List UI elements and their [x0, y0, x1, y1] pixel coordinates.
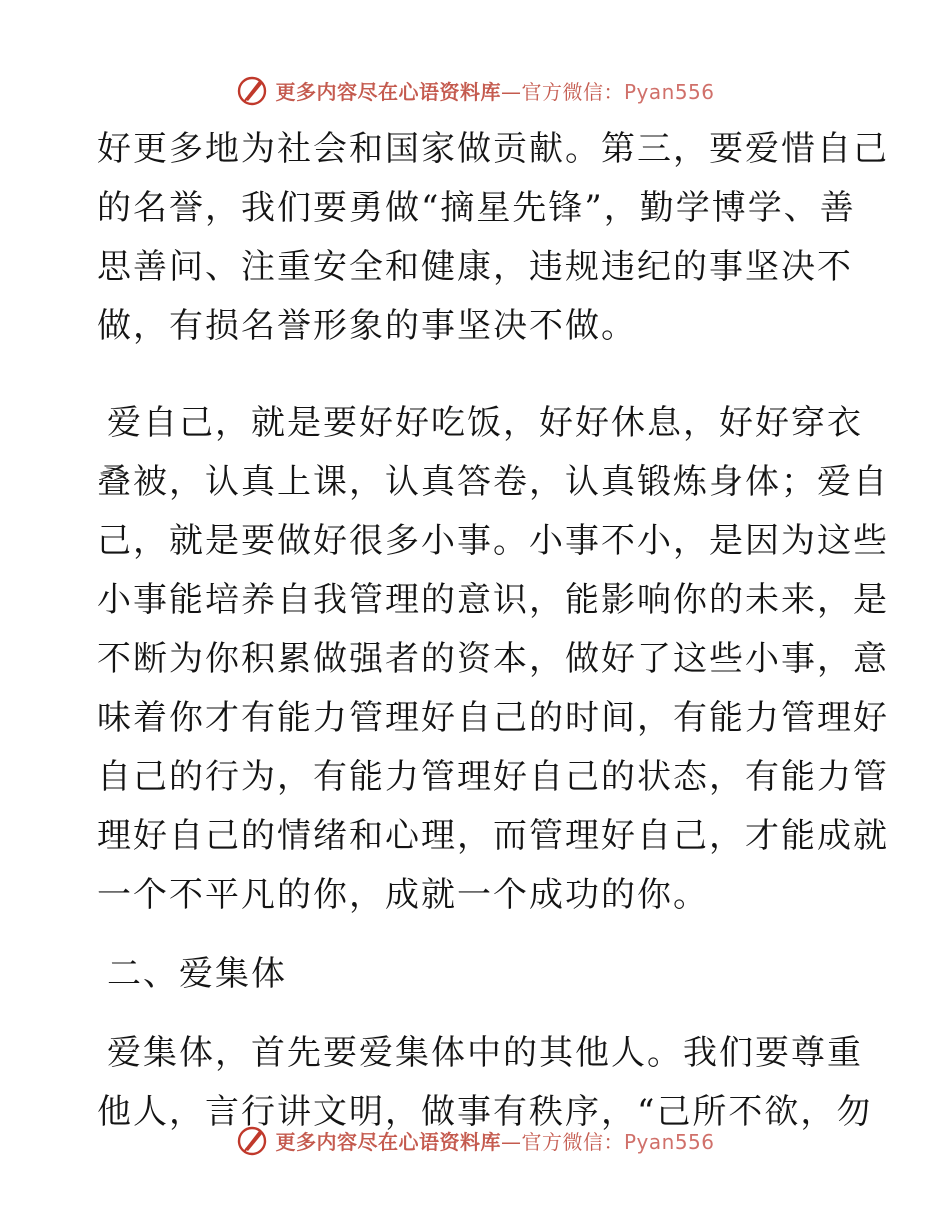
text-line: 不断为你积累做强者的资本，做好了这些小事，意 [97, 639, 889, 679]
banner-site-name: 更多内容尽在心语资料库 [275, 1129, 501, 1154]
section-heading: 二、爱集体 [107, 954, 287, 994]
document-body [97, 120, 889, 1142]
text-line: 做，有损名誉形象的事坚决不做。 [97, 306, 637, 346]
text-line: 一个不平凡的你，成就一个成功的你。 [97, 875, 709, 915]
text-line: 味着你才有能力管理好自己的时间，有能力管理好 [97, 698, 889, 738]
paragraph [97, 120, 889, 356]
text-line: 小事能培养自我管理的意识，能影响你的未来，是 [97, 580, 889, 620]
text-line: 爱集体，首先要爱集体中的其他人。我们要尊重 [107, 1033, 863, 1073]
paragraph [97, 394, 889, 925]
banner-dash: — [500, 79, 522, 104]
text-line: 叠被，认真上课，认真答卷，认真锻炼身体；爱自 [97, 462, 889, 502]
banner-dash: — [500, 1129, 522, 1154]
text-line: 好更多地为社会和国家做贡献。第三，要爱惜自己 [97, 129, 889, 169]
text-line: 的名誉，我们要勇做“摘星先锋”，勤学博学、善 [97, 188, 856, 228]
text-line: 爱自己，就是要好好吃饭，好好休息，好好穿衣 [107, 403, 863, 443]
text-line: 自己的行为，有能力管理好自己的状态，有能力管 [97, 757, 889, 797]
banner-wechat-id: Pyan556 [623, 1129, 715, 1154]
banner-wechat-id: Pyan556 [623, 79, 715, 104]
text-line: 理好自己的情绪和心理，而管理好自己，才能成就 [97, 816, 889, 856]
text-line: 己，就是要做好很多小事。小事不小，是因为这些 [97, 521, 889, 561]
banner-wechat-label: 官方微信： [521, 79, 624, 104]
banner-wechat-label: 官方微信： [521, 1129, 624, 1154]
text-line: 思善问、注重安全和健康，违规违纪的事坚决不 [97, 247, 853, 287]
banner-text [275, 76, 714, 105]
quill-pen-logo-icon [235, 1123, 269, 1157]
text-line: 他人，言行讲文明，做事有秩序，“己所不欲，勿 [97, 1092, 873, 1132]
footer-banner [0, 1120, 950, 1160]
quill-pen-logo-icon [235, 73, 269, 107]
banner-site-name: 更多内容尽在心语资料库 [275, 79, 501, 104]
header-banner [0, 70, 950, 110]
banner-text [275, 1126, 714, 1155]
